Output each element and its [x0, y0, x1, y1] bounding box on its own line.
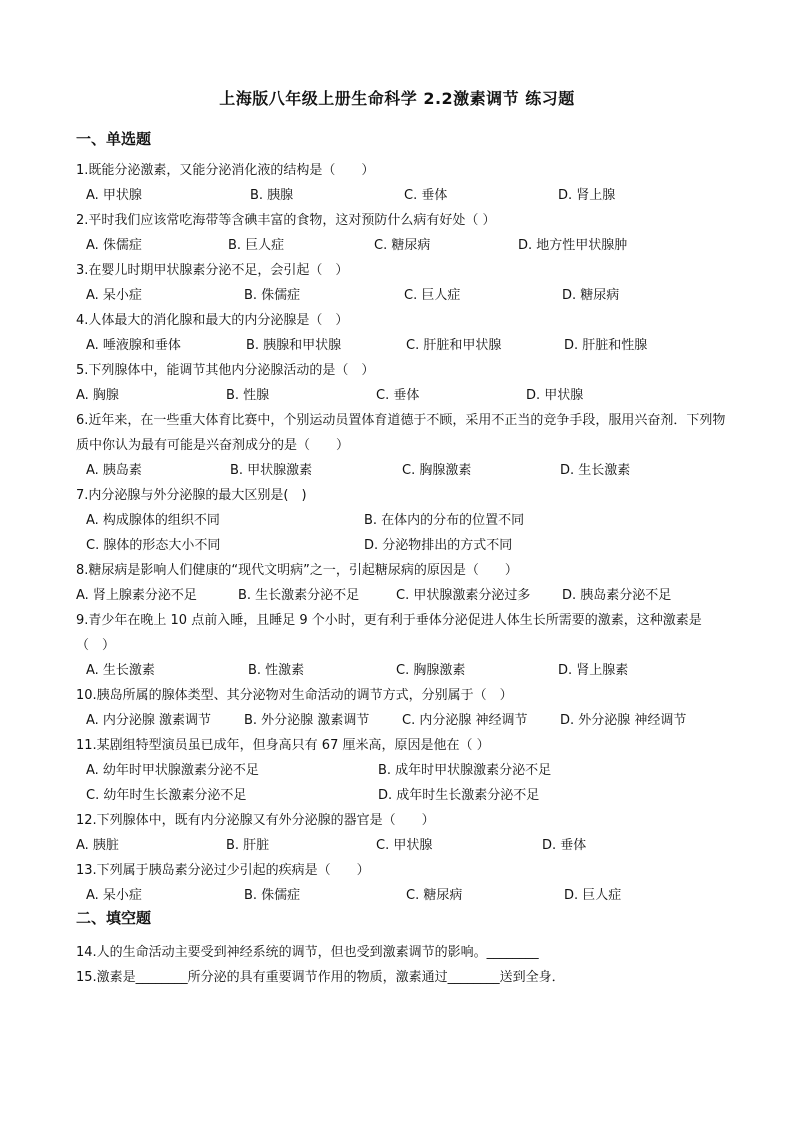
option-a[interactable]: A. 胸腺 — [76, 388, 119, 403]
option-c[interactable]: C. 垂体 — [404, 188, 448, 203]
option-b[interactable]: B. 成年时甲状腺激素分泌不足 — [378, 763, 552, 778]
option-a[interactable]: A. 胰岛素 — [86, 463, 142, 478]
option-c[interactable]: C. 甲状腺激素分泌过多 — [396, 588, 531, 603]
question-9: 9.青少年在晚上 10 点前入睡，且睡足 9 个小时，更有利于垂体分泌促进人体生长所需要的激素，这种激素是（ ） — [76, 613, 702, 653]
option-c[interactable]: C. 幼年时生长激素分泌不足 — [86, 788, 247, 803]
question-11-options-row-2 — [86, 783, 726, 808]
question-10: 10.胰岛所属的腺体类型、其分泌物对生命活动的调节方式，分别属于（ ） — [76, 688, 513, 703]
question-8: 8.糖尿病是影响人们健康的“现代文明病”之一，引起糖尿病的原因是（ ） — [76, 563, 518, 578]
option-c[interactable]: C. 肝脏和甲状腺 — [406, 338, 502, 353]
option-b[interactable]: B. 甲状腺激素 — [230, 463, 313, 478]
option-b[interactable]: B. 胰腺 — [250, 188, 294, 203]
option-d[interactable]: D. 外分泌腺 神经调节 — [560, 713, 687, 728]
option-b[interactable]: B. 侏儒症 — [244, 288, 301, 303]
question-9-options — [86, 658, 726, 683]
question-1: 1.既能分泌激素，又能分泌消化液的结构是（ ） — [76, 163, 375, 178]
question-2-options — [86, 233, 726, 258]
option-c[interactable]: C. 巨人症 — [404, 288, 461, 303]
option-a[interactable]: A. 呆小症 — [86, 888, 142, 903]
option-c[interactable]: C. 内分泌腺 神经调节 — [402, 713, 528, 728]
question-3: 3.在婴儿时期甲状腺素分泌不足，会引起（ ） — [76, 263, 349, 278]
question-6: 6.近年来，在一些重大体育比赛中，个别运动员置体育道德于不顾，采用不正当的竞争手段，服用兴奋剂．下列物质中你认为最有可能是兴奋剂成分的是（ ） — [76, 413, 726, 453]
option-c[interactable]: C. 胸腺激素 — [396, 663, 466, 678]
question-7: 7.内分泌腺与外分泌腺的最大区别是( ) — [76, 488, 307, 503]
question-2: 2.平时我们应该常吃海带等含碘丰富的食物，这对预防什么病有好处（ ） — [76, 213, 496, 228]
question-1-options — [86, 183, 726, 208]
option-c[interactable]: C. 糖尿病 — [374, 238, 431, 253]
option-b[interactable]: B. 肝脏 — [226, 838, 270, 853]
question-12: 12.下列腺体中，既有内分泌腺又有外分泌腺的器官是（ ） — [76, 813, 435, 828]
question-4: 4.人体最大的消化腺和最大的内分泌腺是（ ） — [76, 313, 349, 328]
option-c[interactable]: C. 垂体 — [376, 388, 420, 403]
option-a[interactable]: A. 胰脏 — [76, 838, 119, 853]
question-13: 13.下列属于胰岛素分泌过少引起的疾病是（ ） — [76, 863, 370, 878]
option-d[interactable]: D. 巨人症 — [564, 888, 622, 903]
question-3-options — [86, 283, 726, 308]
question-13-options — [86, 883, 726, 908]
option-a[interactable]: A. 侏儒症 — [86, 238, 142, 253]
option-b[interactable]: B. 外分泌腺 激素调节 — [244, 713, 370, 728]
option-d[interactable]: D. 胰岛素分泌不足 — [562, 588, 672, 603]
option-c[interactable]: C. 糖尿病 — [406, 888, 463, 903]
option-a[interactable]: A. 唾液腺和垂体 — [86, 338, 181, 353]
question-4-options — [86, 333, 726, 358]
question-11: 11.某剧组特型演员虽已成年，但身高只有 67 厘米高，原因是他在（ ） — [76, 738, 490, 753]
option-d[interactable]: D. 生长激素 — [560, 463, 631, 478]
question-5-options — [76, 383, 726, 408]
option-d[interactable]: D. 地方性甲状腺肿 — [518, 238, 628, 253]
option-b[interactable]: B. 巨人症 — [228, 238, 285, 253]
option-d[interactable]: D. 糖尿病 — [562, 288, 620, 303]
option-b[interactable]: B. 性腺 — [226, 388, 270, 403]
option-d[interactable]: D. 垂体 — [542, 838, 587, 853]
option-b[interactable]: B. 性激素 — [248, 663, 305, 678]
option-b[interactable]: B. 在体内的分布的位置不同 — [364, 513, 525, 528]
question-7-options-row-1 — [86, 508, 726, 533]
option-d[interactable]: D. 成年时生长激素分泌不足 — [378, 788, 540, 803]
question-10-options — [86, 708, 726, 733]
section-heading-fill-blank: 二、填空题 — [76, 909, 152, 927]
option-c[interactable]: C. 甲状腺 — [376, 838, 433, 853]
option-d[interactable]: D. 分泌物排出的方式不同 — [364, 538, 513, 553]
option-d[interactable]: D. 肾上腺素 — [558, 663, 629, 678]
option-d[interactable]: D. 肾上腺 — [558, 188, 616, 203]
option-a[interactable]: A. 甲状腺 — [86, 188, 142, 203]
option-a[interactable]: A. 生长激素 — [86, 663, 155, 678]
question-5: 5.下列腺体中，能调节其他内分泌腺活动的是（ ） — [76, 363, 375, 378]
option-b[interactable]: B. 侏儒症 — [244, 888, 301, 903]
option-a[interactable]: A. 幼年时甲状腺激素分泌不足 — [86, 763, 259, 778]
question-15: 15.激素是________所分泌的具有重要调节作用的物质，激素通过________送到全身． — [76, 970, 565, 985]
option-a[interactable]: A. 肾上腺素分泌不足 — [76, 588, 197, 603]
option-c[interactable]: C. 胸腺激素 — [402, 463, 472, 478]
option-d[interactable]: D. 肝脏和性腺 — [564, 338, 648, 353]
option-a[interactable]: A. 呆小症 — [86, 288, 142, 303]
section-heading-single-choice: 一、单选题 — [76, 130, 152, 148]
question-7-options-row-2 — [86, 533, 726, 558]
option-b[interactable]: B. 胰腺和甲状腺 — [246, 338, 342, 353]
question-12-options — [76, 833, 726, 858]
question-8-options — [76, 583, 726, 608]
question-14: 14.人的生命活动主要受到神经系统的调节，但也受到激素调节的影响。________ — [76, 945, 539, 960]
option-d[interactable]: D. 甲状腺 — [526, 388, 584, 403]
page-title: 上海版八年级上册生命科学 2.2激素调节 练习题 — [219, 89, 575, 108]
question-6-options — [86, 458, 726, 483]
option-c[interactable]: C. 腺体的形态大小不同 — [86, 538, 221, 553]
option-b[interactable]: B. 生长激素分泌不足 — [238, 588, 360, 603]
question-11-options-row-1 — [86, 758, 726, 783]
option-a[interactable]: A. 内分泌腺 激素调节 — [86, 713, 212, 728]
option-a[interactable]: A. 构成腺体的组织不同 — [86, 513, 220, 528]
